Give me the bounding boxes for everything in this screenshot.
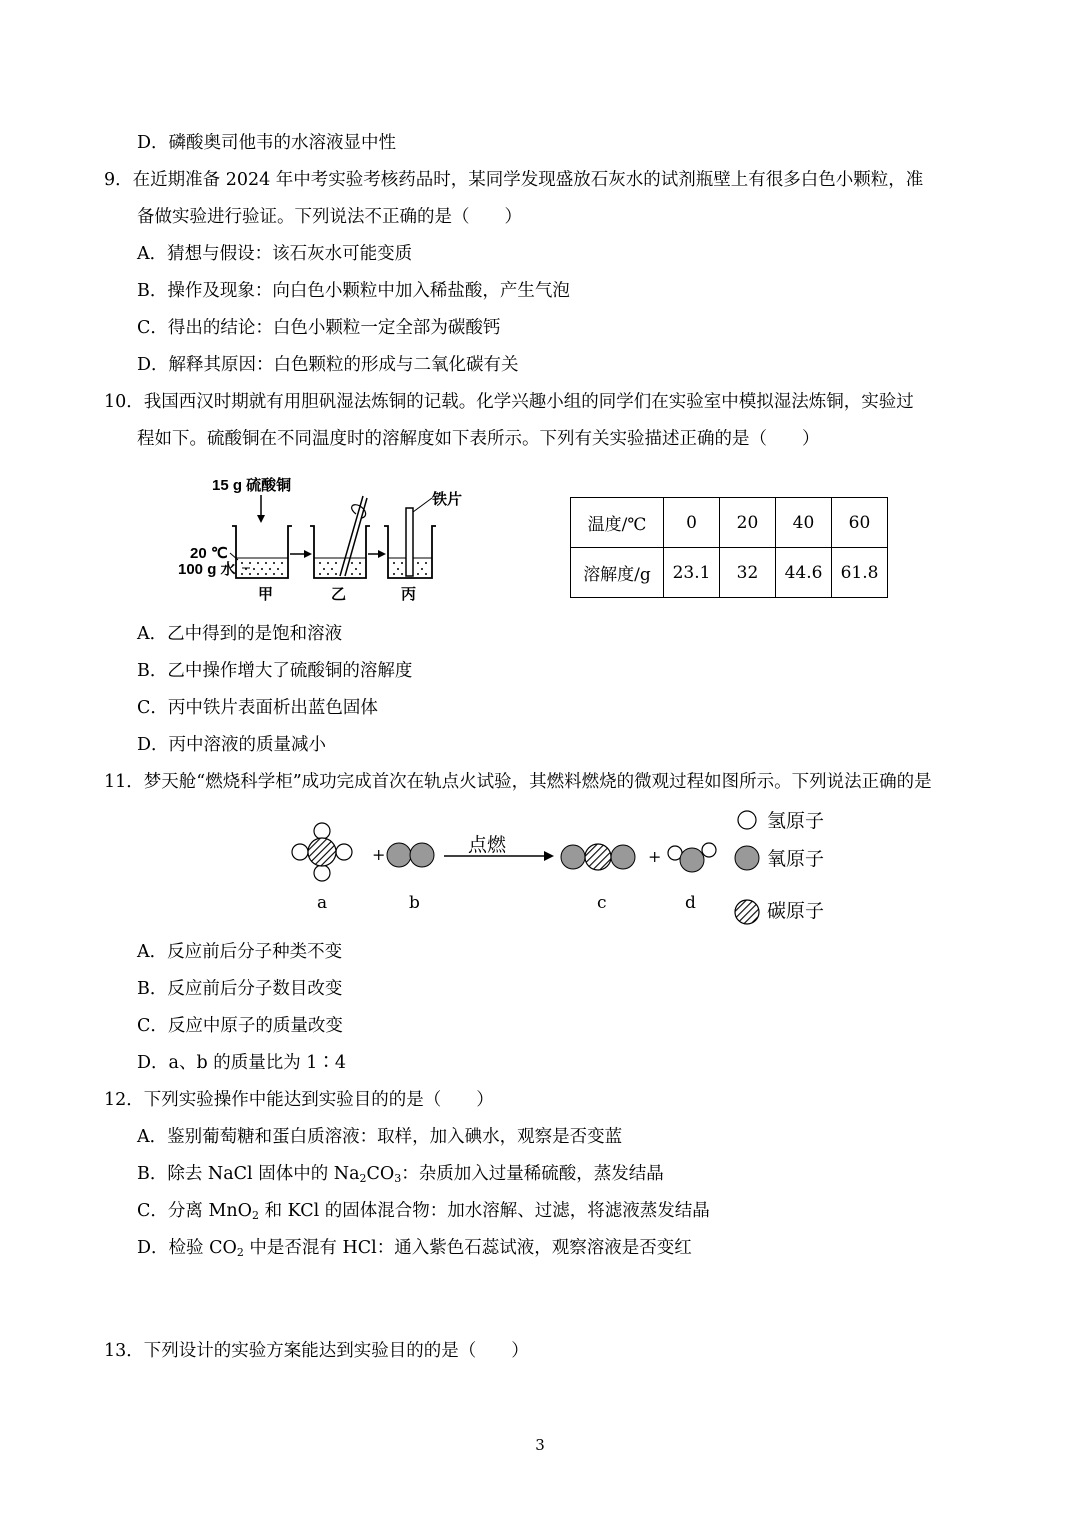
label-water: 100 g 水	[178, 561, 236, 578]
q10-option-a: A．乙中得到的是饱和溶液	[137, 624, 343, 644]
q9-option-d: D．解释其原因：白色颗粒的形成与二氧化碳有关	[137, 355, 519, 375]
q10-beaker-diagram	[170, 468, 480, 608]
iron-plate	[406, 508, 413, 576]
table-header-solubility: 溶解度/g	[571, 548, 664, 598]
q11-option-d: D．a、b 的质量比为 1∶4	[137, 1053, 347, 1073]
table-cell: 0	[664, 498, 720, 548]
q12-option-d: D．检验 $CO_2$ 中是否混有 HCl：通入紫色石蕊试液，观察溶液是否变红	[137, 1238, 692, 1259]
plus-sign-2: +	[648, 847, 662, 866]
molecule-b	[387, 843, 434, 867]
q11-option-a: A．反应前后分子种类不变	[137, 942, 343, 962]
molecule-label-b: b	[409, 893, 420, 913]
molecule-a	[292, 823, 352, 881]
molecule-d	[668, 843, 716, 872]
legend-oxygen	[735, 846, 824, 870]
q10-stem-line1: 10．我国西汉时期就有用胆矾湿法炼铜的记载。化学兴趣小组的同学们在实验室中模拟湿法炼铜，实验过	[104, 392, 914, 412]
label-iron-plate: 铁片	[432, 491, 463, 508]
molecule-label-a: a	[317, 893, 328, 913]
q10-option-c: C．丙中铁片表面析出蓝色固体	[137, 698, 378, 718]
beaker-bing	[384, 498, 436, 578]
table-cell: 44.6	[776, 548, 832, 598]
q11-option-c: C．反应中原子的质量改变	[137, 1016, 343, 1036]
molecule-label-d: d	[685, 893, 696, 913]
table-cell: 32	[720, 548, 776, 598]
q10-option-b: B．乙中操作增大了硫酸铜的溶解度	[137, 661, 413, 681]
table-cell: 61.8	[832, 548, 888, 598]
legend-label-oxygen: 氧原子	[767, 848, 825, 870]
plus-sign-1: +	[372, 845, 386, 864]
molecule-label-c: c	[597, 893, 607, 913]
legend-carbon	[735, 900, 824, 924]
arrow-label-ignite: 点燃	[468, 834, 507, 856]
label-cuso4: 15 g 硫酸铜	[212, 477, 292, 494]
molecule-c	[561, 844, 635, 870]
beaker-label-yi: 乙	[331, 586, 347, 603]
beaker-yi	[310, 496, 370, 578]
q9-option-b: B．操作及现象：向白色小颗粒中加入稀盐酸，产生气泡	[137, 281, 570, 301]
page-number: 3	[535, 1436, 545, 1454]
label-temperature: 20 ℃	[190, 545, 228, 562]
table-cell: 40	[776, 498, 832, 548]
table-cell: 60	[832, 498, 888, 548]
beaker-label-bing: 丙	[401, 586, 417, 603]
beaker-jia	[232, 526, 292, 578]
q13-stem: 13．下列设计的实验方案能达到实验目的的是（ ）	[104, 1341, 529, 1361]
q12-option-a: A．鉴别葡萄糖和蛋白质溶液：取样，加入碘水，观察是否变蓝	[137, 1127, 623, 1147]
legend-hydrogen	[738, 810, 824, 832]
legend-label-carbon: 碳原子	[767, 900, 825, 922]
q12-stem: 12．下列实验操作中能达到实验目的的是（ ）	[104, 1090, 494, 1110]
table-cell: 20	[720, 498, 776, 548]
table-row	[571, 548, 888, 598]
solubility-table	[570, 497, 888, 598]
table-cell: 23.1	[664, 548, 720, 598]
q11-molecule-diagram	[280, 800, 880, 930]
q9-stem-line2: 备做实验进行验证。下列说法不正确的是（ ）	[137, 207, 522, 227]
table-header-temperature: 温度/℃	[571, 498, 664, 548]
beaker-label-jia: 甲	[258, 586, 274, 603]
q12-option-b: B．除去 NaCl 固体中的 $Na_2CO_3$：杂质加入过量稀硫酸，蒸发结晶	[137, 1164, 664, 1185]
q12-option-c: C．分离 MnO$_2$ 和 KCl 的固体混合物：加水溶解、过滤，将滤液蒸发结晶	[137, 1201, 710, 1222]
q9-stem-line1: 9．在近期准备 2024 年中考实验考核药品时，某同学发现盛放石灰水的试剂瓶壁上有很多白色小颗粒，准	[104, 170, 924, 190]
q11-option-b: B．反应前后分子数目改变	[137, 979, 343, 999]
table-row	[571, 498, 888, 548]
q10-option-d: D．丙中溶液的质量减小	[137, 735, 327, 755]
q8-option-d: D．磷酸奥司他韦的水溶液显中性	[137, 133, 397, 153]
q11-stem: 11．梦天舱“燃烧科学柜”成功完成首次在轨点火试验，其燃料燃烧的微观过程如图所示。下列说法正确的是	[104, 772, 932, 792]
q10-stem-line2: 程如下。硫酸铜在不同温度时的溶解度如下表所示。下列有关实验描述正确的是（ ）	[137, 429, 820, 449]
q9-option-a: A．猜想与假设：该石灰水可能变质	[137, 244, 413, 264]
q9-option-c: C．得出的结论：白色小颗粒一定全部为碳酸钙	[137, 318, 501, 338]
legend-label-hydrogen: 氢原子	[767, 810, 825, 832]
